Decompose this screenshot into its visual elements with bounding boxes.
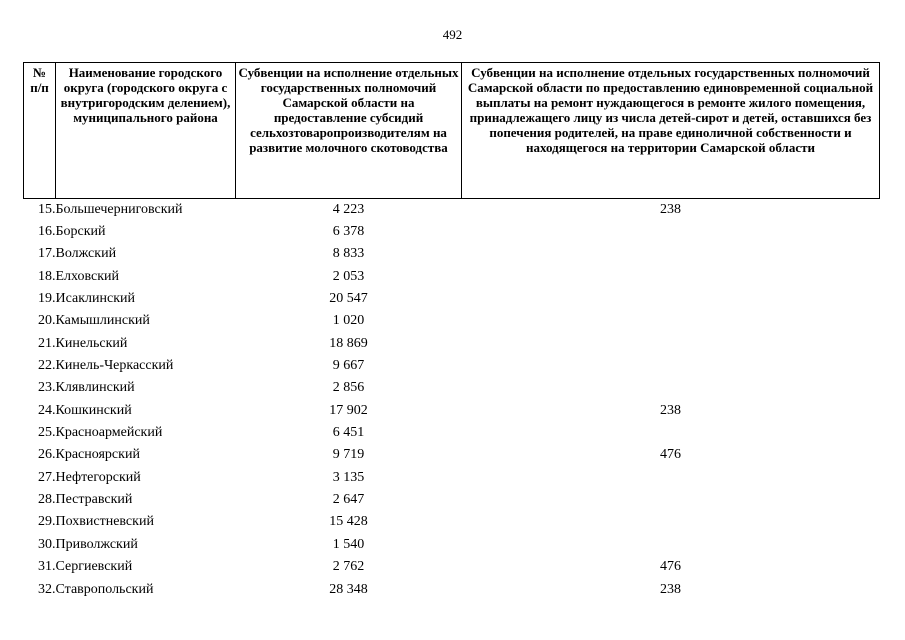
district-name: Красноармейский [55, 425, 163, 441]
district-name: Ставропольский [55, 581, 154, 597]
table-header [24, 63, 880, 199]
district-name: Борский [55, 224, 106, 240]
header-subsidy-repair: Субвенции на исполнение отдельных государственных полномочий Самарской области по предоставлению единовременной социальной выплаты на ремонт нуждающегося в ремонте жилого помещения, принадлежащего лицу из числа детей-сирот и детей, оставшихся без попечения родителей, на праве единоличной собственности и находящегося на территории Самарской области [462, 63, 880, 199]
subsidy-repair-value: 476 [660, 559, 681, 575]
row-number: 31. [38, 559, 56, 575]
subsidy-repair-value [462, 534, 880, 556]
district-name: Камышлинский [55, 313, 150, 329]
row-number: 24. [38, 402, 56, 418]
subsidy-milk-value: 8 833 [332, 246, 365, 262]
row-number: 15. [38, 201, 56, 217]
district-name: Клявлинский [55, 380, 135, 396]
table-row [24, 400, 880, 422]
row-number: 20. [38, 313, 56, 329]
district-name: Кинельский [55, 335, 128, 351]
subsidy-repair-value: 238 [660, 581, 681, 597]
subsidy-milk-value: 2 647 [332, 492, 365, 508]
subsidy-repair-value [462, 221, 880, 243]
subsidy-repair-value [462, 288, 880, 310]
district-name: Нефтегорский [55, 469, 141, 485]
district-name: Исаклинский [55, 291, 135, 307]
subsidy-milk-value: 9 667 [332, 358, 365, 374]
subsidy-milk-value: 1 540 [332, 536, 365, 552]
district-name: Сергиевский [55, 559, 133, 575]
table-row [24, 444, 880, 466]
district-name: Кинель-Черкасский [55, 358, 174, 374]
table-row [24, 333, 880, 355]
table-row [24, 578, 880, 600]
table-row [24, 266, 880, 288]
row-number: 32. [38, 581, 56, 597]
header-row [24, 63, 880, 199]
subsidy-milk-value: 6 451 [332, 425, 365, 441]
table-row [24, 511, 880, 533]
district-name: Большечерниговский [55, 201, 183, 217]
header-subsidy-milk: Субвенции на исполнение отдельных государственных полномочий Самарской области на предоставление субсидий сельхозтоваропроизводителям на развитие молочного скотоводства [236, 63, 462, 199]
table-row [24, 221, 880, 243]
subsidy-repair-value [462, 467, 880, 489]
subsidy-repair-value [462, 511, 880, 533]
subventions-table [23, 62, 880, 601]
header-name: Наименование городского округа (городского округа с внутригородским делением), муниципального района [56, 63, 236, 199]
row-number: 26. [38, 447, 56, 463]
table-row [24, 310, 880, 332]
district-name: Красноярский [55, 447, 140, 463]
table-row [24, 199, 880, 221]
subsidy-repair-value [462, 310, 880, 332]
subsidy-repair-value [462, 266, 880, 288]
row-number: 21. [38, 335, 56, 351]
subsidy-milk-value: 2 856 [332, 380, 365, 396]
row-number: 16. [38, 224, 56, 240]
row-number: 22. [38, 358, 56, 374]
row-number: 29. [38, 514, 56, 530]
row-number: 25. [38, 425, 56, 441]
subsidy-milk-value: 2 053 [332, 268, 365, 284]
subsidy-repair-value: 476 [660, 447, 681, 463]
row-number: 27. [38, 469, 56, 485]
subsidy-repair-value [462, 355, 880, 377]
subsidy-milk-value: 18 869 [329, 335, 368, 351]
subsidy-milk-value: 9 719 [332, 447, 365, 463]
district-name: Елховский [55, 268, 120, 284]
table-body [24, 199, 880, 601]
subsidy-milk-value: 3 135 [332, 469, 365, 485]
subsidy-milk-value: 4 223 [332, 201, 365, 217]
row-number: 19. [38, 291, 56, 307]
row-number: 28. [38, 492, 56, 508]
header-num: № п/п [24, 63, 56, 199]
subsidy-repair-value [462, 377, 880, 399]
table-row [24, 377, 880, 399]
district-name: Волжский [55, 246, 117, 262]
subsidy-repair-value [462, 243, 880, 265]
subsidy-milk-value: 28 348 [329, 581, 368, 597]
row-number: 17. [38, 246, 56, 262]
subsidy-repair-value [462, 333, 880, 355]
table-row [24, 288, 880, 310]
table-row [24, 467, 880, 489]
subsidy-milk-value: 17 902 [329, 402, 368, 418]
subsidy-milk-value: 2 762 [332, 559, 365, 575]
page-number: 492 [442, 27, 463, 42]
district-name: Похвистневский [55, 514, 154, 530]
row-number: 23. [38, 380, 56, 396]
subsidy-repair-value [462, 489, 880, 511]
table-row [24, 534, 880, 556]
row-number: 30. [38, 536, 56, 552]
subsidy-milk-value: 6 378 [332, 224, 365, 240]
subsidy-milk-value: 20 547 [329, 291, 368, 307]
table-row [24, 243, 880, 265]
table-row [24, 556, 880, 578]
row-number: 18. [38, 268, 56, 284]
subsidy-repair-value [462, 422, 880, 444]
district-name: Кошкинский [55, 402, 132, 418]
table-row [24, 489, 880, 511]
district-name: Приволжский [55, 536, 138, 552]
subsidy-repair-value: 238 [660, 201, 681, 217]
table-row [24, 355, 880, 377]
subsidy-milk-value: 1 020 [332, 313, 365, 329]
table-row [24, 422, 880, 444]
district-name: Пестравский [55, 492, 133, 508]
subsidy-milk-value: 15 428 [329, 514, 368, 530]
subsidy-repair-value: 238 [660, 402, 681, 418]
